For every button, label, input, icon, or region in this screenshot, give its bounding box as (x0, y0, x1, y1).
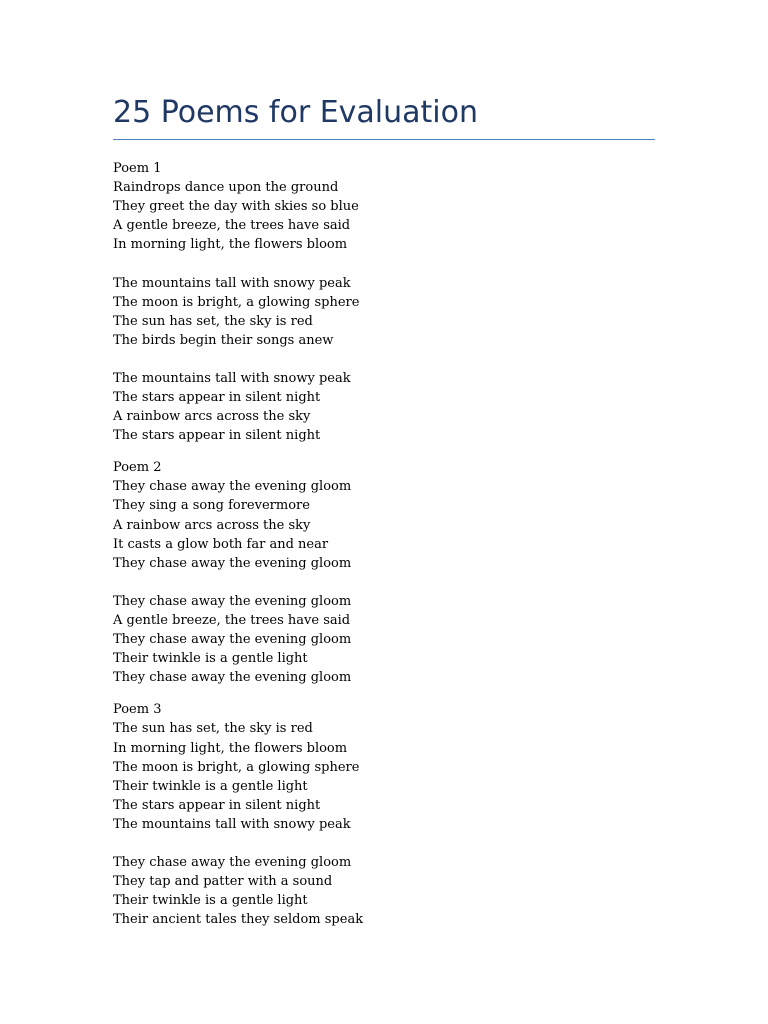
poem-3 (113, 700, 653, 929)
poem-line: They tap and patter with a sound (113, 874, 333, 890)
poem-line: The sun has set, the sky is red (113, 313, 313, 329)
poem-line: They chase away the evening gloom (113, 555, 352, 571)
poem-line: Their twinkle is a gentle light (113, 893, 308, 909)
title-underline (113, 139, 655, 140)
poem-label: Poem 2 (113, 460, 162, 476)
poem-line: They chase away the evening gloom (113, 855, 352, 871)
poem-line: They greet the day with skies so blue (113, 199, 359, 215)
stanza (113, 477, 653, 572)
poem-line: They chase away the evening gloom (113, 632, 352, 648)
poem-1 (113, 159, 653, 445)
poem-line: They chase away the evening gloom (113, 593, 352, 609)
poem-line: The stars appear in silent night (113, 428, 321, 444)
poem-line: A rainbow arcs across the sky (113, 409, 311, 425)
poem-line: It casts a glow both far and near (113, 536, 329, 552)
poem-line: A gentle breeze, the trees have said (113, 218, 351, 234)
poem-line: In morning light, the flowers bloom (113, 740, 348, 756)
poem-line: The mountains tall with snowy peak (113, 371, 351, 387)
poem-line: The stars appear in silent night (113, 797, 321, 813)
poem-line: Raindrops dance upon the ground (113, 180, 339, 196)
stanza (113, 592, 653, 687)
poem-line: They sing a song forevermore (113, 498, 310, 514)
poem-line: Their ancient tales they seldom speak (113, 912, 364, 928)
poem-line: The sun has set, the sky is red (113, 721, 313, 737)
poem-label: Poem 3 (113, 702, 162, 718)
document-title: 25 Poems for Evaluation (113, 95, 479, 130)
poem-line: Their twinkle is a gentle light (113, 778, 308, 794)
poem-line: In morning light, the flowers bloom (113, 237, 348, 253)
poem-line: The mountains tall with snowy peak (113, 275, 351, 291)
poem-line: A rainbow arcs across the sky (113, 517, 311, 533)
poem-line: They chase away the evening gloom (113, 479, 352, 495)
poem-line: A gentle breeze, the trees have said (113, 613, 351, 629)
poem-line: The moon is bright, a glowing sphere (113, 759, 360, 775)
stanza (113, 369, 653, 445)
poem-line: The stars appear in silent night (113, 390, 321, 406)
poem-label: Poem 1 (113, 161, 162, 176)
poem-line: Their twinkle is a gentle light (113, 651, 308, 667)
poem-line: The moon is bright, a glowing sphere (113, 294, 360, 310)
stanza (113, 719, 653, 834)
poem-line: The mountains tall with snowy peak (113, 816, 351, 832)
poem-line: The birds begin their songs anew (113, 332, 334, 348)
poem-2 (113, 458, 653, 687)
stanza (113, 274, 653, 350)
poem-line: They chase away the evening gloom (113, 670, 352, 686)
stanza (113, 853, 653, 929)
stanza (113, 178, 653, 254)
poem-list (113, 159, 653, 942)
